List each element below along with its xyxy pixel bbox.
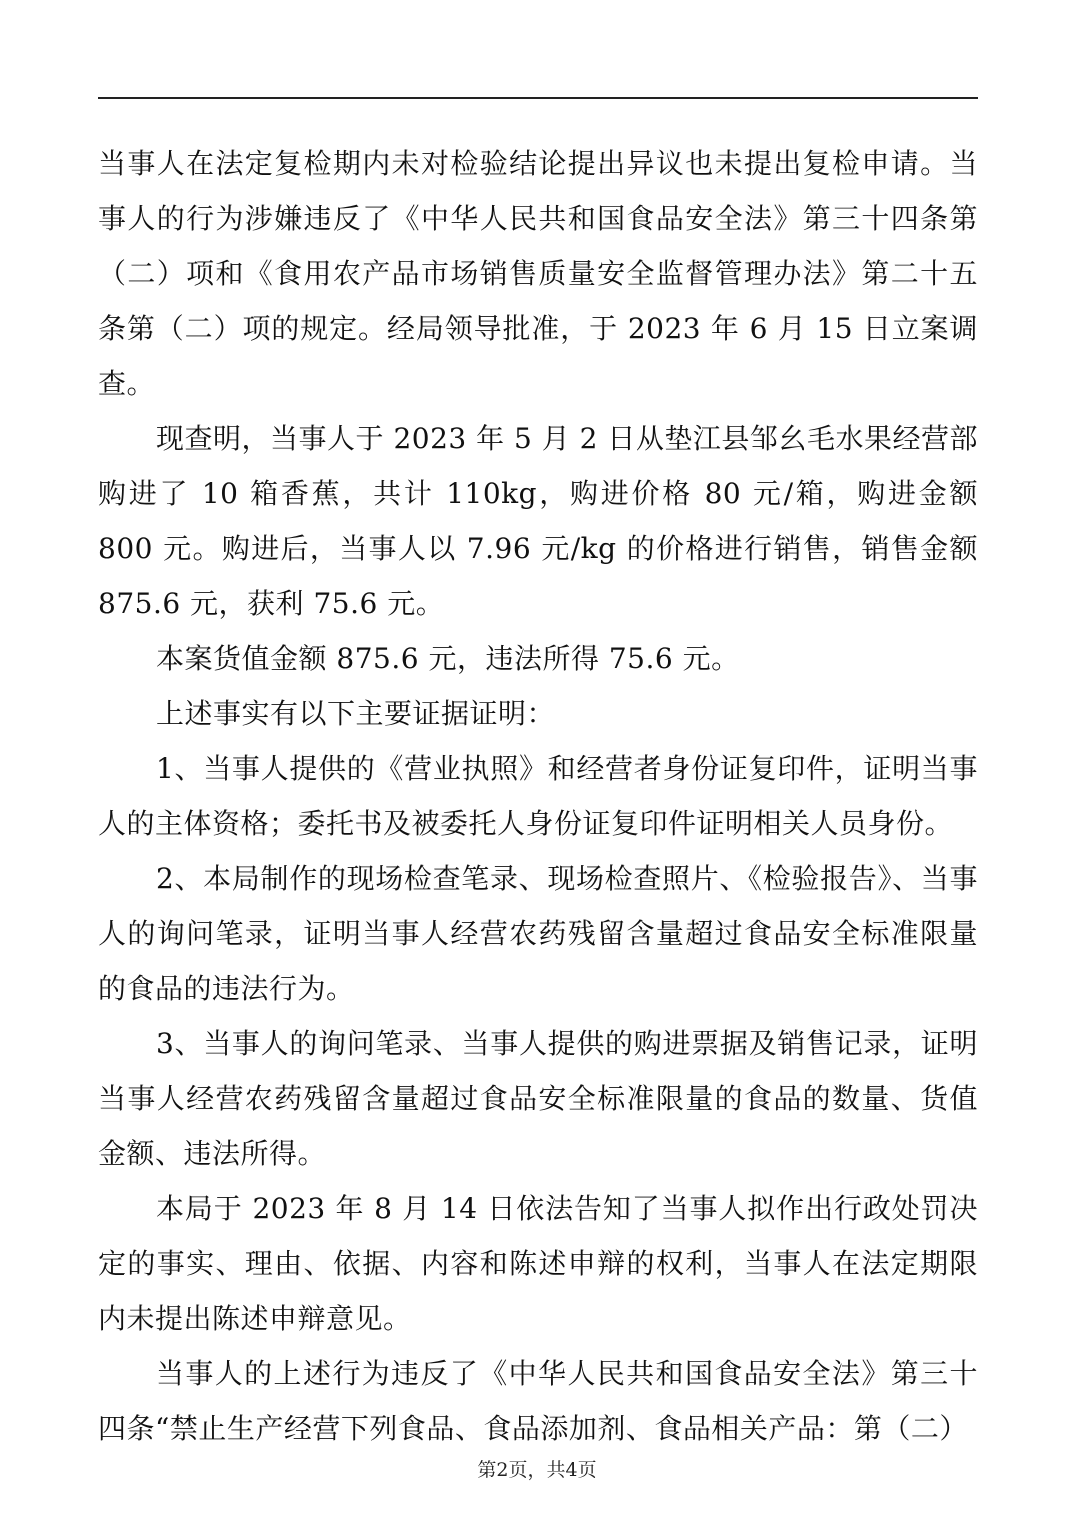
paragraph-value-amount: 本案货值金额 875.6 元，违法所得 75.6 元。 [156, 642, 740, 675]
paragraph-continuation: 当事人在法定复检期内未对检验结论提出异议也未提出复检申请。当事人的行为涉嫌违反了《中华人民共和国食品安全法》第三十四条第（二）项和《食用农产品市场销售质量安全监督管理办法》第二十五条第（二）项的规定。经局领导批准，于 2023 年 6 月 15 日立案调查。 [98, 147, 978, 400]
paragraph-evidence-2: 2、本局制作的现场检查笔录、现场检查照片、《检验报告》、当事人的询问笔录，证明当事人经营农药残留含量超过食品安全标准限量的食品的违法行为。 [98, 862, 978, 1005]
paragraph-violation: 当事人的上述行为违反了《中华人民共和国食品安全法》第三十四条“禁止生产经营下列食品、食品添加剂、食品相关产品：第（二） [98, 1357, 978, 1445]
document-body [98, 136, 978, 1456]
paragraph-notification: 本局于 2023 年 8 月 14 日依法告知了当事人拟作出行政处罚决定的事实、理由、依据、内容和陈述申辩的权利，当事人在法定期限内未提出陈述申辩意见。 [98, 1192, 978, 1335]
paragraph-evidence-intro: 上述事实有以下主要证据证明： [156, 697, 556, 730]
page-number: 第2页，共4页 [477, 1459, 597, 1481]
header-rule [98, 97, 978, 99]
paragraph-facts: 现查明，当事人于 2023 年 5 月 2 日从垫江县邹幺毛水果经营部购进了 10 箱香蕉，共计 110kg，购进价格 80 元/箱，购进金额 800 元。购进后，当事人以 7.96 元/kg 的价格进行销售，销售金额 875.6 元，获利 75.6 元。 [98, 422, 978, 620]
paragraph-evidence-1: 1、当事人提供的《营业执照》和经营者身份证复印件，证明当事人的主体资格；委托书及被委托人身份证复印件证明相关人员身份。 [98, 752, 978, 840]
paragraph-evidence-3: 3、当事人的询问笔录、当事人提供的购进票据及销售记录，证明当事人经营农药残留含量超过食品安全标准限量的食品的数量、货值金额、违法所得。 [98, 1027, 978, 1170]
